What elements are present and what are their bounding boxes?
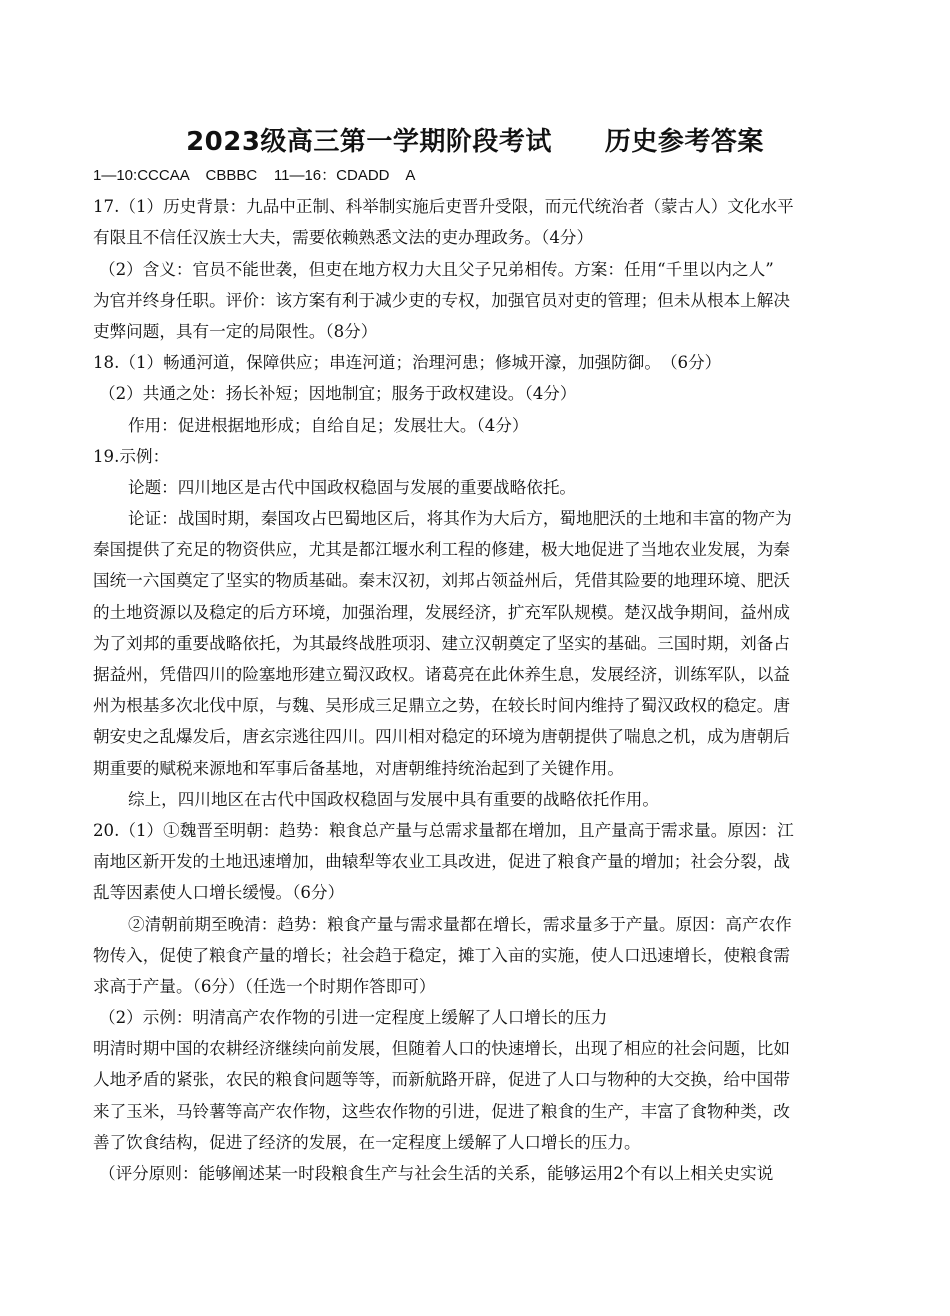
text-line: 为了刘邦的重要战略依托，为其最终战胜项羽、建立汉朝奠定了坚实的基础。三国时期，刘备占 bbox=[93, 633, 790, 653]
text-line: 论题：四川地区是古代中国政权稳固与发展的重要战略依托。 bbox=[128, 477, 577, 497]
answer-body bbox=[93, 160, 863, 1189]
text-line: 来了玉米，马铃薯等高产农作物，这些农作物的引进，促进了粮食的生产，丰富了食物种类，改 bbox=[93, 1101, 790, 1121]
text-line: 秦国提供了充足的物资供应，尤其是都江堰水利工程的修建，极大地促进了当地农业发展，为秦 bbox=[93, 540, 790, 560]
text-line: 的土地资源以及稳定的后方环境，加强治理，发展经济，扩充军队规模。楚汉战争期间，益州成 bbox=[93, 602, 790, 622]
text-line: 乱等因素使人口增长缓慢。（6分） bbox=[93, 883, 345, 903]
answer-text-lines bbox=[93, 191, 863, 1189]
text-line: 有限且不信任汉族士大夫，需要依赖熟悉文法的吏办理政务。（4分） bbox=[93, 228, 594, 248]
text-line: 人地矛盾的紧张，农民的粮食问题等等，而新航路开辟，促进了人口与物种的大交换，给中国带 bbox=[93, 1070, 790, 1090]
text-line: 物传入，促使了粮食产量的增长；社会趋于稳定，摊丁入亩的实施，使人口迅速增长，使粮食需 bbox=[93, 945, 790, 965]
text-line: 州为根基多次北伐中原，与魏、吴形成三足鼎立之势，在较长时间内维持了蜀汉政权的稳定。唐 bbox=[93, 696, 790, 716]
text-line: 期重要的赋税来源地和军事后备基地，对唐朝维持统治起到了关键作用。 bbox=[93, 758, 624, 778]
text-line: 国统一六国奠定了坚实的物质基础。秦末汉初，刘邦占领益州后，凭借其险要的地理环境、肥沃 bbox=[93, 571, 790, 591]
text-line: （2）示例：明清高产农作物的引进一定程度上缓解了人口增长的压力 bbox=[99, 1008, 608, 1028]
text-line: 20.（1）①魏晋至明朝：趋势：粮食总产量与总需求量都在增加，且产量高于需求量。原因：江 bbox=[93, 820, 794, 840]
text-line: （2）共通之处：扬长补短；因地制宜；服务于政权建设。（4分） bbox=[99, 384, 577, 404]
text-line: （评分原则：能够阐述某一时段粮食生产与社会生活的关系，能够运用2个有以上相关史实说 bbox=[99, 1164, 774, 1183]
text-line: 为官并终身任职。评价：该方案有利于减少吏的专权，加强官员对吏的管理；但未从根本上解决 bbox=[93, 290, 790, 310]
text-line: 18.（1）畅通河道，保障供应；串连河道；治理河患；修城开濠，加强防御。 （6分） bbox=[93, 353, 722, 373]
text-line: 明清时期中国的农耕经济继续向前发展，但随着人口的快速增长，出现了相应的社会问题，比如 bbox=[93, 1039, 790, 1059]
text-line: 善了饮食结构，促进了经济的发展，在一定程度上缓解了人口增长的压力。 bbox=[93, 1132, 641, 1152]
page-title: 2023级高三第一学期阶段考试 历史参考答案 bbox=[186, 127, 764, 157]
text-line: 朝安史之乱爆发后，唐玄宗逃往四川。四川相对稳定的环境为唐朝提供了喘息之机，成为唐朝后 bbox=[93, 727, 790, 747]
answer-key-line: 1—10:CCCAA CBBBC 11—16：CDADD A bbox=[93, 167, 416, 184]
text-line: 17.（1）历史背景：九品中正制、科举制实施后吏晋升受限，而元代统治者（蒙古人）文化水平 bbox=[93, 197, 794, 217]
text-line: 综上，四川地区在古代中国政权稳固与发展中具有重要的战略依托作用。 bbox=[128, 789, 659, 809]
text-line: 作用：促进根据地形成；自给自足；发展壮大。（4分） bbox=[128, 415, 529, 435]
text-line: 论证：战国时期，秦国攻占巴蜀地区后，将其作为大后方，蜀地肥沃的土地和丰富的物产为 bbox=[128, 509, 792, 529]
text-line: ②清朝前期至晚清：趋势：粮食产量与需求量都在增长，需求量多于产量。原因：高产农作 bbox=[128, 914, 792, 934]
text-line: 南地区新开发的土地迅速增加，曲辕犁等农业工具改进，促进了粮食产量的增加；社会分裂，战 bbox=[93, 852, 790, 872]
text-line: 求高于产量。（6分）（任选一个时期作答即可） bbox=[93, 976, 436, 996]
text-line: 据益州，凭借四川的险塞地形建立蜀汉政权。诸葛亮在此休养生息，发展经济，训练军队，以益 bbox=[93, 665, 790, 684]
text-line: 19.示例： bbox=[93, 446, 170, 466]
text-line: 吏弊问题，具有一定的局限性。（8分） bbox=[93, 321, 378, 341]
text-line: （2）含义：官员不能世袭，但吏在地方权力大且父子兄弟相传。方案：任用“千里以内之人” bbox=[99, 259, 774, 279]
